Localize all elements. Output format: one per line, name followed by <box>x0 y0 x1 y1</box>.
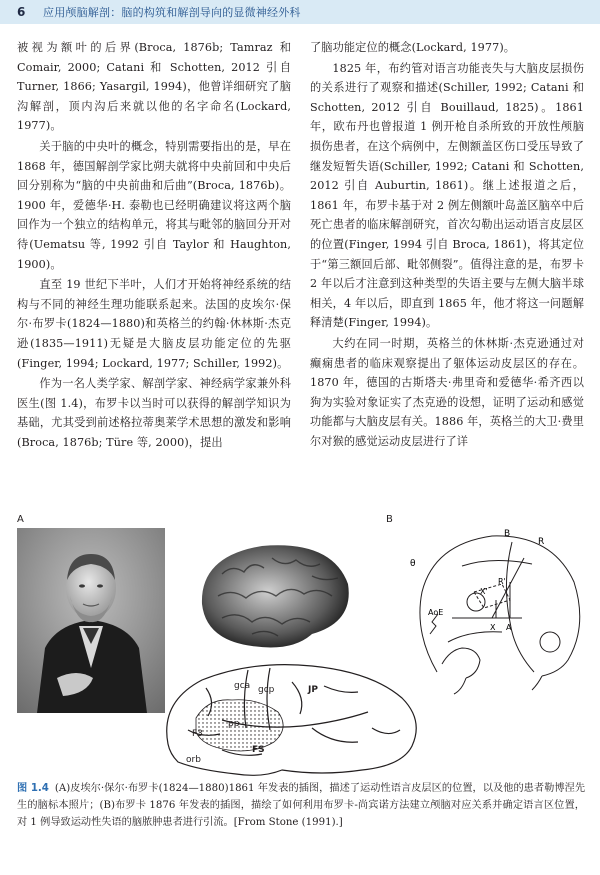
running-title: 应用颅脑解剖：脑的构筑和解剖导向的显微神经外科 <box>43 6 301 19</box>
skull-label-r: R <box>538 537 545 547</box>
skull-label-a: A <box>506 623 512 632</box>
paragraph: 关于脑的中央叶的概念，特别需要指出的是，早在 1868 年，德国解剖学家比朔夫就将中央前回和中央后回分别称为“脑的中央前曲和后曲”(Broca, 1876b)。1900 年，爱德华·H. 泰勒也已经明确建议将这两个脑回作为一个独立的结构单元，将其与毗邻的脑回分开对待(Uematsu 等, 1992 引自 Taylor 和 Haughton, 1900)。 <box>17 139 291 271</box>
brain-label-fs: FS <box>252 745 265 755</box>
figure-number: 图 1.4 <box>17 783 49 794</box>
skull-label-r-prime: R' <box>498 577 506 586</box>
brain-label-gca: gca <box>234 681 251 691</box>
paragraph: 了脑功能定位的概念(Lockard, 1977)。 <box>310 41 516 54</box>
brain-label-gcp: gcp <box>258 685 275 695</box>
figure-1-4 <box>0 508 600 783</box>
paragraph: 直至 19 世纪下半叶，人们才开始将神经系统的结构与不同的神经生理功能联系起来。法国的皮埃尔·保尔·布罗卡(1824—1880)和英格兰的约翰·休林斯·杰克逊(1835—1911)无疑是大脑皮层功能定位的先驱(Finger, 1994; Lockard, 1977; Schiller, 1992)。 <box>17 278 291 370</box>
brain-label-f3: F3 <box>192 729 203 739</box>
skull-label-x-prime: X' <box>480 587 488 596</box>
paragraph: 作为一名人类学家、解剖学家、神经病学家兼外科医生(图 1.4)，布罗卡以当时可以获得的解剖学知识为基础，尤其受到前述格拉蒂奥莱学术思想的激发和影响(Broca, 1876b; Türe 等, 2000)，提出 <box>17 377 291 449</box>
skull-label-theta: θ <box>410 559 416 569</box>
running-header <box>0 0 600 24</box>
caption-text: (A)皮埃尔·保尔·布罗卡(1824—1880)1861 年发表的插图，描述了运动性语言皮层区的位置，以及他的患者勒博涅先生的脑标本照片；(B)布罗卡 1876 年发表的插图，描绘了如何利用布罗卡-尚宾诺方法建立颅脑对应关系并确定语言区位置，对 1 例导致运动性失语的脑脓肿患者进行引流。[From Stone (1991).] <box>17 783 586 828</box>
page-number: 6 <box>17 5 26 19</box>
paragraph: 1825 年，布约管对语言功能丧失与大脑皮层损伤的关系进行了观察和描述(Schiller, 1992; Catani 和 Schotten, 2012 引自 Bouillaud, 1825)。1861 年，欧布丹也曾报道 1 例开枪自杀所致的开放性颅脑损伤患者，在这个病例中，左侧额盖区伤口受压导致了继发短暂失语(Schiller, 1992; Catani 和 Schotten, 2012 引自 Auburtin, 1861)。继上述报道之后，1861 年，布罗卡基于对 2 例左侧额叶岛盖区脑卒中后死亡患者的临床解剖研究，首次勾勒出运动语言皮层区的位置(Finger, 1994 引自 Broca, 1861)，将其定位于“第三额回后部、毗邻侧裂”。值得注意的是，布罗卡 2 年以后才注意到这种类型的失语主要与左侧大脑半球相关，4 年以后，即直到 1865 年，他才将这一问题解释清楚(Finger, 1994)。 <box>310 61 584 330</box>
brain-label-pp: pp <box>228 719 240 729</box>
skull-label-b: B <box>504 529 511 539</box>
figure-caption <box>17 780 585 831</box>
brain-lateral-sketch <box>162 658 427 783</box>
brain-label-jp: JP <box>308 685 318 695</box>
skull-label-aoe: AoE <box>428 608 444 617</box>
brain-label-orb: orb <box>186 755 201 765</box>
paragraph: 被视为额叶的后界(Broca, 1876b; Tamraz 和 Comair, 2000; Catani 和 Schotten, 2012 引自 Turner, 1866; Yasargil, 1994)，他曾详细研究了脑沟解剖，顶内沟后来就以他的名字命名(Lockard, 1977)。 <box>17 41 291 133</box>
right-column <box>310 38 584 451</box>
brain-specimen-photo <box>192 534 358 660</box>
skull-label-x: X <box>490 623 496 632</box>
panel-b-label: B <box>386 514 393 525</box>
paragraph: 大约在同一时期，英格兰的休林斯·杰克逊通过对癫痫患者的临床观察提出了躯体运动皮层区的存在。1870 年，德国的古斯塔夫·弗里奇和爱德华·希齐西以狗为实验对象证实了杰克逊的设想，证明了运动和感觉功能都与大脑皮层有关。1886 年，英格兰的大卫·费里尔对猴的感觉运动皮层进行了详 <box>310 336 584 448</box>
left-column <box>17 38 291 452</box>
broca-portrait <box>17 528 165 713</box>
panel-a-label: A <box>17 514 24 525</box>
